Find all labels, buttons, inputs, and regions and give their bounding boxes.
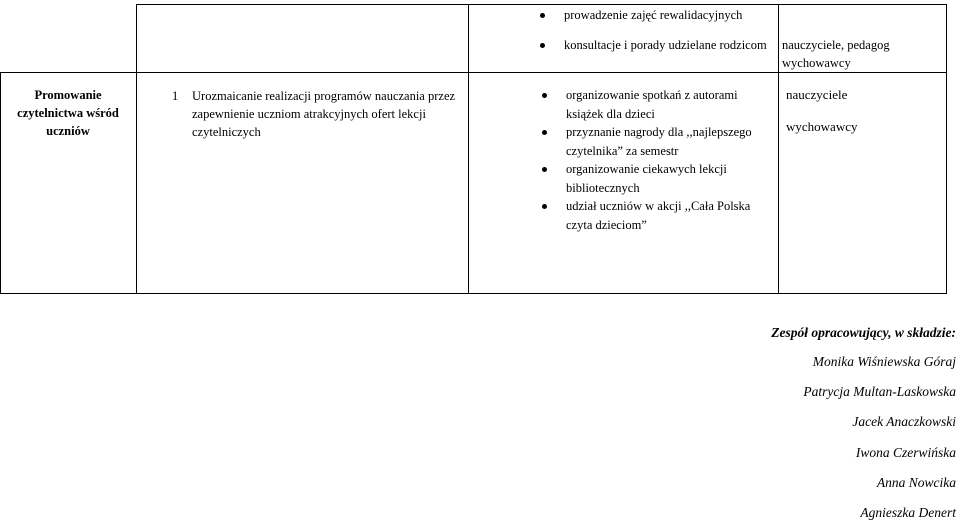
table-border-bottom (0, 293, 947, 294)
task-text: udział uczniów w akcji ,,Cała Polska czyta dzieciom” (566, 199, 751, 232)
table-border-right (946, 4, 947, 294)
bullet-icon (542, 130, 547, 135)
bullet-icon (542, 167, 547, 172)
team-member: Iwona Czerwińska (855, 445, 956, 460)
row-divider (0, 72, 947, 73)
task-text: konsultacje i porady udzielane rodzicom (564, 38, 767, 52)
area-cell (6, 86, 130, 140)
table-divider-3 (778, 4, 779, 294)
table-divider-1 (136, 4, 137, 294)
top-row-responsible (782, 36, 944, 72)
team-member: Monika Wiśniewska Góraj (812, 354, 956, 369)
task-item (538, 6, 770, 24)
bullet-icon (542, 204, 547, 209)
team-member: Patrycja Multan-Laskowska (803, 384, 956, 399)
row-number-text: 1 (172, 89, 179, 103)
goal-cell (192, 87, 460, 141)
top-row-tasks (538, 6, 770, 54)
task-text: prowadzenie zajęć rewalidacyjnych (564, 8, 743, 22)
main-row-tasks (540, 86, 772, 234)
bullet-icon (540, 43, 545, 48)
bullet-icon (540, 13, 545, 18)
task-item (540, 160, 772, 197)
task-item (540, 86, 772, 123)
goal-text: Urozmaicanie realizacji programów nauczania przez zapewnienie uczniom atrakcyjnych ofert lekcji czytelniczych (192, 89, 456, 139)
team-member: Jacek Anaczkowski (852, 414, 956, 429)
team-member: Agnieszka Denert (860, 505, 956, 520)
task-text: organizowanie spotkań z autorami książek dla dzieci (566, 88, 738, 121)
task-text: przyznanie nagrody dla ,,najlepszego czytelnika” za semestr (566, 125, 752, 158)
table-border-left (0, 72, 1, 294)
responsible-line: wychowawcy (786, 119, 858, 134)
task-item (540, 197, 772, 234)
task-item (540, 123, 772, 160)
responsible-line: nauczyciele (786, 87, 848, 102)
team-heading: Zespół opracowujący, w składzie: (771, 325, 956, 340)
main-row-responsible (786, 86, 944, 136)
area-text: Promowanie czytelnictwa wśród uczniów (17, 88, 119, 138)
table-border-top (136, 4, 947, 5)
responsible-text: nauczyciele, pedagog wychowawcy (782, 38, 890, 70)
row-number (172, 87, 184, 105)
team-member: Anna Nowcika (876, 475, 956, 490)
table-divider-2 (468, 4, 469, 294)
task-text: organizowanie ciekawych lekcji bibliotecznych (566, 162, 727, 195)
task-item (538, 36, 770, 54)
bullet-icon (542, 93, 547, 98)
